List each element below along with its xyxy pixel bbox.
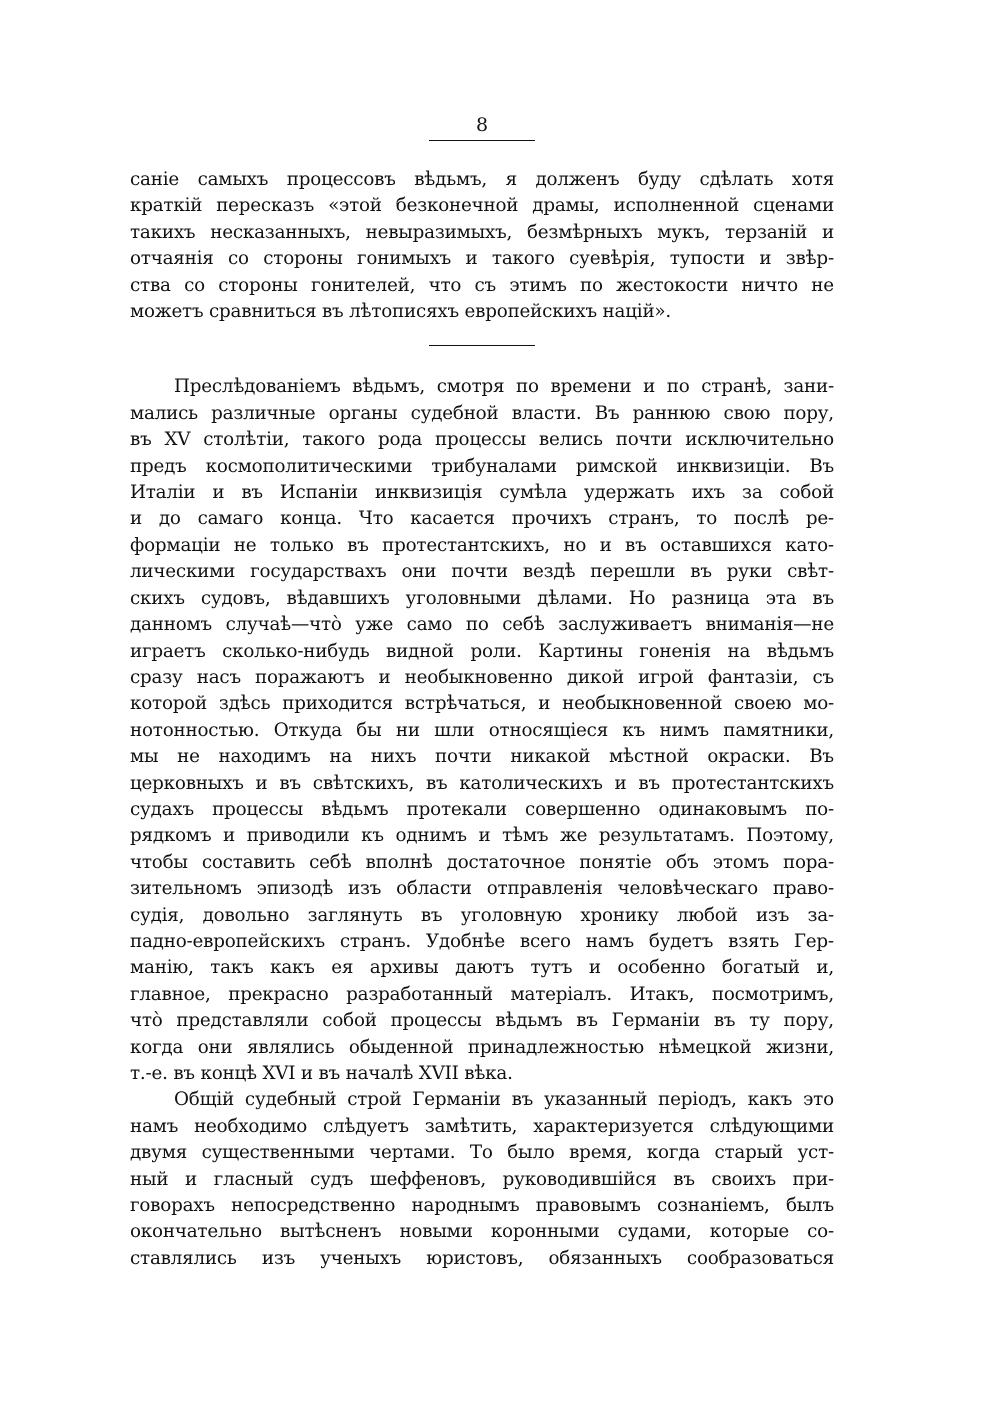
text-line: мались различные органы судебной власти. Въ раннюю свою пору,	[130, 402, 834, 424]
text-line: нотонностью. Откуда бы ни шли относящіеся къ нимъ памятники,	[130, 719, 834, 741]
text-line: т.-е. въ концѣ XVI и въ началѣ XVII вѣка.	[130, 1063, 513, 1084]
text-line: зительномъ эпизодѣ изъ области отправленія человѣческаго право-	[130, 878, 834, 900]
text-line: окончательно вытѣсненъ новыми коронными судами, которые со-	[130, 1221, 834, 1243]
text-line: предъ космополитическими трибуналами римской инквизиціи. Въ	[130, 455, 834, 477]
text-line: что̀ представляли собой процессы вѣдьмъ въ Германіи въ ту пору,	[130, 1010, 834, 1032]
text-line: судахъ процессы вѣдьмъ протекали совершенно одинаковымъ по-	[130, 798, 834, 820]
text-line: мы не находимъ на нихъ почти никакой мѣстной окраски. Въ	[130, 746, 834, 768]
text-line: въ XV столѣтіи, такого рода процессы велись почти исключительно	[130, 429, 834, 451]
text-line: чтобы составить себѣ вполнѣ достаточное понятіе объ этомъ пора-	[130, 851, 834, 873]
text-line: данномъ случаѣ—что̀ уже само по себѣ заслуживаетъ вниманія—не	[130, 614, 834, 636]
text-line: можетъ сравниться въ лѣтописяхъ европейскихъ націй».	[130, 301, 672, 323]
page-number: 8	[475, 114, 489, 136]
text-line: такихъ несказанныхъ, невыразимыхъ, безмѣрныхъ мукъ, терзаній и	[130, 221, 834, 243]
paragraph-1	[130, 167, 834, 325]
text-line: скихъ судовъ, вѣдавшихъ уголовными дѣлами. Но разница эта въ	[130, 587, 834, 609]
text-line: намъ необходимо слѣдуетъ замѣтить, характеризуется слѣдующими	[130, 1115, 834, 1137]
text-line: главное, прекрасно разработанный матеріалъ. Итакъ, посмотримъ,	[130, 983, 834, 1005]
text-line: Италіи и въ Испаніи инквизиція сумѣла удержать ихъ за собой	[130, 482, 834, 504]
paragraph-2	[130, 374, 834, 1087]
text-line: манію, такъ какъ ея архивы даютъ тутъ и особенно богатый и,	[130, 957, 834, 979]
text-line: Преслѣдованіемъ вѣдьмъ, смотря по времени и по странѣ, зани-	[174, 376, 834, 398]
text-line: Общій судебный строй Германіи въ указанный періодъ, какъ это	[174, 1089, 834, 1111]
page-number-rule	[429, 140, 535, 141]
book-page	[130, 112, 834, 1272]
text-line: отчаянія со стороны гонимыхъ и такого суевѣрія, тупости и звѣр-	[130, 248, 834, 270]
text-line: ства со стороны гонителей, что съ этимъ по жестокости ничто не	[130, 274, 834, 296]
paragraph-3	[130, 1087, 834, 1272]
text-line: которой здѣсь приходится встрѣчаться, и необыкновенной своею мо-	[130, 693, 834, 715]
text-line: рядкомъ и приводили къ однимъ и тѣмъ же результатамъ. Поэтому,	[130, 825, 834, 847]
text-line: говорахъ непосредственно народнымъ правовымъ сознаніемъ, былъ	[130, 1195, 834, 1217]
text-line: сразу насъ поражаютъ и необыкновенно дикой игрой фантазіи, съ	[130, 666, 834, 688]
text-line: судія, довольно заглянуть въ уголовную хронику любой изъ за-	[130, 904, 834, 926]
text-line: краткій пересказъ «этой безконечной драмы, исполненной сценами	[130, 195, 834, 217]
text-line: церковныхъ и въ свѣтскихъ, въ католическихъ и въ протестантскихъ	[130, 772, 834, 794]
text-line: и до самаго конца. Что касается прочихъ странъ, то послѣ ре-	[130, 508, 834, 530]
text-line: ный и гласный судъ шеффеновъ, руководившійся въ своихъ при-	[130, 1168, 834, 1190]
text-line: играетъ сколько-нибудь видной роли. Картины гоненія на вѣдьмъ	[130, 640, 834, 662]
text-line: формаціи не только въ протестантскихъ, но и въ оставшихся като-	[130, 534, 834, 556]
text-line: саніе самыхъ процессовъ вѣдьмъ, я долженъ буду сдѣлать хотя	[130, 169, 834, 190]
text-line: падно-европейскихъ странъ. Удобнѣе всего намъ будетъ взять Гер-	[130, 930, 834, 952]
text-line: ставлялись изъ ученыхъ юристовъ, обязанныхъ сообразоваться	[130, 1247, 834, 1269]
text-line: когда они являлись обыденной принадлежностью нѣмецкой жизни,	[130, 1036, 834, 1058]
text-line: двумя существенными чертами. То было время, когда старый уст-	[130, 1142, 834, 1164]
section-divider	[429, 345, 535, 346]
text-line: лическими государствахъ они почти вездѣ перешли въ руки свѣт-	[130, 561, 834, 583]
